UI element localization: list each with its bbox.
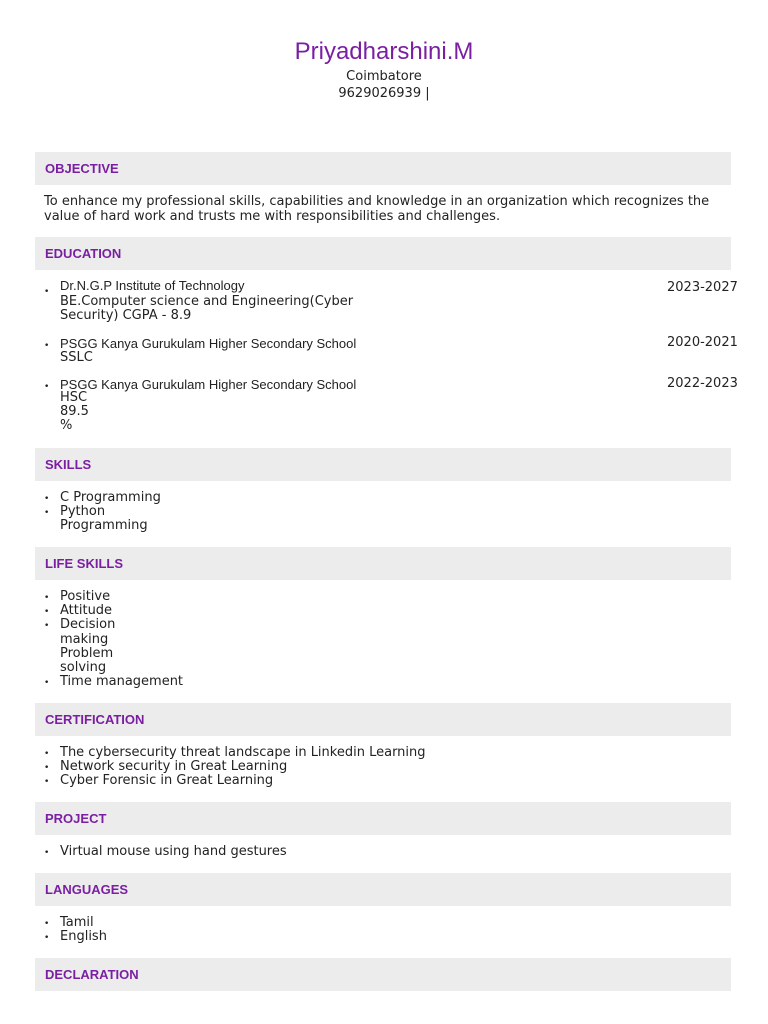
list-item: • English xyxy=(44,930,107,944)
list-item: • The cybersecurity threat landscape in Linkedin Learning xyxy=(44,746,426,760)
education-item xyxy=(44,378,744,438)
section-education-heading: EDUCATION xyxy=(35,237,731,270)
list-item: • Network security in Great Learning xyxy=(44,760,426,774)
contact-line-clipped xyxy=(0,102,768,111)
list-item: • Decision making Problem solving xyxy=(44,618,183,675)
section-declaration-heading: DECLARATION xyxy=(35,958,731,991)
languages-list xyxy=(44,916,107,944)
education-details: SSLC xyxy=(60,350,93,365)
project-list xyxy=(44,845,287,859)
education-item xyxy=(44,279,744,329)
list-item: • Python Programming xyxy=(44,505,161,533)
education-years: 2022-2023 xyxy=(667,376,738,391)
section-certification-heading: CERTIFICATION xyxy=(35,703,731,736)
education-institution: Dr.N.G.P Institute of Technology xyxy=(60,279,245,293)
education-details: % xyxy=(60,418,73,433)
list-item: • Time management xyxy=(44,675,183,689)
candidate-city: Coimbatore xyxy=(346,69,422,84)
bullet: • xyxy=(44,341,50,351)
list-item: • Tamil xyxy=(44,916,107,930)
objective-text: To enhance my professional skills, capabilities and knowledge in an organization which recognizes the value of hard work and trusts me with responsibilities and challenges. xyxy=(44,194,710,224)
list-item: • Virtual mouse using hand gestures xyxy=(44,845,287,859)
skills-list xyxy=(44,491,161,534)
list-item: • Cyber Forensic in Great Learning xyxy=(44,774,426,788)
list-item: • Positive xyxy=(44,590,183,604)
list-item: • Attitude xyxy=(44,604,183,618)
life-skills-list xyxy=(44,590,183,689)
bullet: • xyxy=(44,287,50,297)
education-institution: PSGG Kanya Gurukulam Higher Secondary School xyxy=(60,378,357,392)
list-item: • C Programming xyxy=(44,491,161,505)
resume-header xyxy=(0,36,768,111)
section-languages-heading: LANGUAGES xyxy=(35,873,731,906)
education-details: Security) CGPA - 8.9 xyxy=(60,308,192,323)
education-details: BE.Computer science and Engineering(Cyber xyxy=(60,294,354,309)
certification-list xyxy=(44,746,426,789)
education-details: HSC xyxy=(60,390,88,405)
education-details: 89.5 xyxy=(60,404,89,419)
education-years: 2020-2021 xyxy=(667,335,738,350)
education-item xyxy=(44,337,744,367)
section-project-heading: PROJECT xyxy=(35,802,731,835)
section-objective-heading: OBJECTIVE xyxy=(35,152,731,185)
candidate-name: Priyadharshini.M xyxy=(294,38,474,65)
education-years: 2023-2027 xyxy=(667,280,738,295)
section-skills-heading: SKILLS xyxy=(35,448,731,481)
education-institution: PSGG Kanya Gurukulam Higher Secondary School xyxy=(60,337,357,351)
candidate-phone: 9629026939 | xyxy=(338,86,430,101)
bullet: • xyxy=(44,382,50,392)
section-life-skills-heading: LIFE SKILLS xyxy=(35,547,731,580)
